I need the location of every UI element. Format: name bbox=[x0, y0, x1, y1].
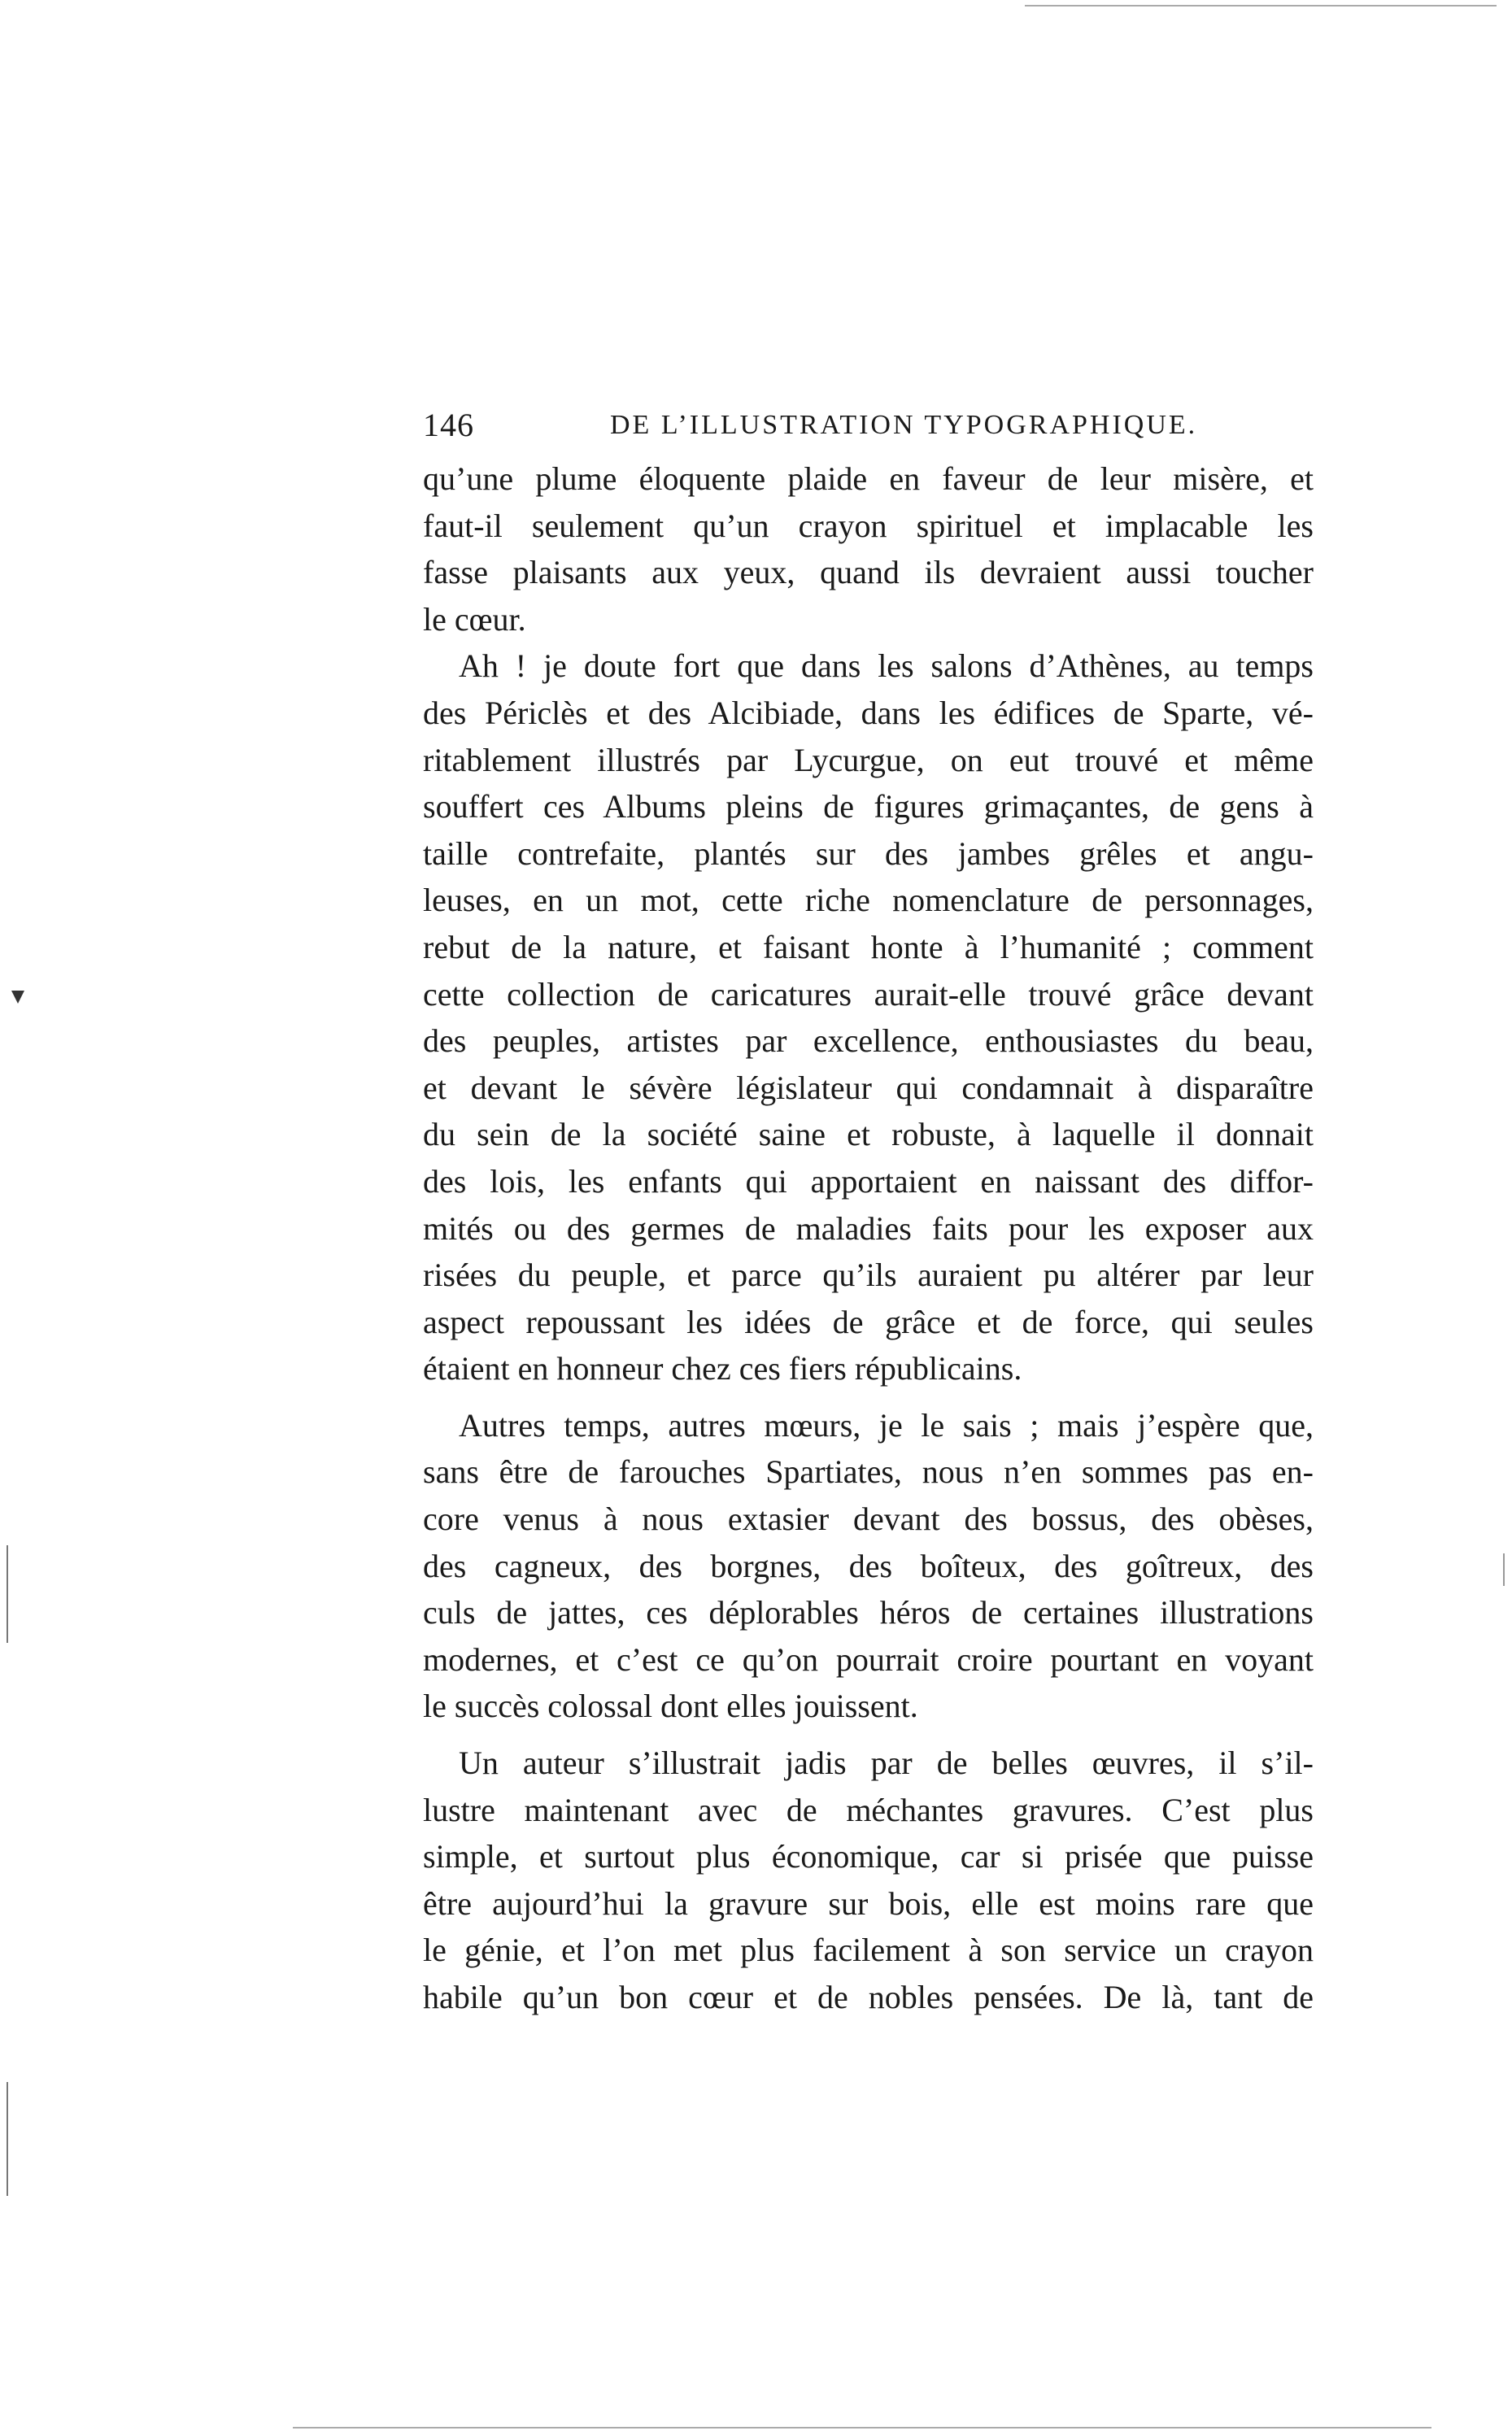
scan-bottom-rule bbox=[293, 2427, 1431, 2428]
text-line: core venus à nous extasier devant des bossus, des obèses, bbox=[423, 1501, 1314, 1538]
body-text bbox=[423, 455, 1314, 2021]
scan-edge-line bbox=[7, 1545, 8, 1643]
scan-top-rule bbox=[1025, 5, 1497, 7]
text-line: aspect repoussant les idées de grâce et de force, qui seules bbox=[423, 1303, 1314, 1340]
scan-edge-line bbox=[1503, 1553, 1505, 1586]
paragraph bbox=[423, 643, 1314, 1392]
text-line: des Périclès et des Alcibiade, dans les édifices de Sparte, vé- bbox=[423, 694, 1314, 731]
text-line: rebut de la nature, et faisant honte à l’humanité ; comment bbox=[423, 928, 1314, 965]
text-line: sans être de farouches Spartiates, nous n’en sommes pas en- bbox=[423, 1453, 1314, 1491]
paragraph bbox=[423, 1740, 1314, 2021]
text-line: des cagneux, des borgnes, des boîteux, des goîtreux, des bbox=[423, 1547, 1314, 1584]
text-line: le génie, et l’on met plus facilement à son service un crayon bbox=[423, 1932, 1314, 1969]
text-line: culs de jattes, ces déplorables héros de certaines illustrations bbox=[423, 1594, 1314, 1631]
text-line: mités ou des germes de maladies faits pour les exposer aux bbox=[423, 1209, 1314, 1247]
text-line: des lois, les enfants qui apportaient en naissant des diffor- bbox=[423, 1162, 1314, 1200]
text-line: Ah ! je doute fort que dans les salons d’Athènes, au temps bbox=[459, 647, 1314, 685]
text-line: des peuples, artistes par excellence, enthousiastes du beau, bbox=[423, 1022, 1314, 1060]
text-line: et devant le sévère législateur qui condamnait à disparaître bbox=[423, 1069, 1314, 1106]
text-line: habile qu’un bon cœur et de nobles pensées. De là, tant de bbox=[423, 1979, 1314, 2015]
text-line: Un auteur s’illustrait jadis par de belles œuvres, il s’il- bbox=[459, 1745, 1314, 1782]
text-line: étaient en honneur chez ces fiers républicains. bbox=[423, 1350, 1022, 1387]
text-line: modernes, et c’est ce qu’on pourrait croire pourtant en voyant bbox=[423, 1640, 1314, 1678]
text-line: cette collection de caricatures aurait-elle trouvé grâce devant bbox=[423, 975, 1314, 1013]
text-line: fasse plaisants aux yeux, quand ils devraient aussi toucher bbox=[423, 554, 1314, 591]
text-line: souffert ces Albums pleins de figures grimaçantes, de gens à bbox=[423, 788, 1314, 825]
text-line: être aujourd’hui la gravure sur bois, elle est moins rare que bbox=[423, 1884, 1314, 1922]
running-title: DE L’ILLUSTRATION TYPOGRAPHIQUE. bbox=[610, 410, 1198, 440]
paragraph bbox=[423, 455, 1314, 643]
scan-arrow-mark bbox=[11, 991, 24, 1004]
text-line: simple, et surtout plus économique, car si prisée que puisse bbox=[423, 1838, 1314, 1875]
running-header bbox=[423, 405, 1314, 446]
scan-edge-line bbox=[7, 2082, 8, 2196]
paragraph bbox=[423, 1402, 1314, 1730]
text-line: lustre maintenant avec de méchantes gravures. C’est plus bbox=[423, 1791, 1314, 1828]
text-line: le succès colossal dont elles jouissent. bbox=[423, 1688, 918, 1725]
text-line: leuses, en un mot, cette riche nomenclature de personnages, bbox=[423, 882, 1314, 919]
text-line: Autres temps, autres mœurs, je le sais ; mais j’espère que, bbox=[459, 1406, 1314, 1444]
text-line: qu’une plume éloquente plaide en faveur de leur misère, et bbox=[423, 460, 1314, 497]
page-number: 146 bbox=[423, 407, 474, 443]
text-line: du sein de la société saine et robuste, à laquelle il donnait bbox=[423, 1116, 1314, 1153]
text-line: ritablement illustrés par Lycurgue, on eut trouvé et même bbox=[423, 741, 1314, 778]
text-line: le cœur. bbox=[423, 600, 526, 638]
text-line: taille contrefaite, plantés sur des jambes grêles et angu- bbox=[423, 834, 1314, 872]
text-line: risées du peuple, et parce qu’ils auraient pu altérer par leur bbox=[423, 1257, 1314, 1294]
text-line: faut-il seulement qu’un crayon spirituel et implacable les bbox=[423, 507, 1314, 544]
